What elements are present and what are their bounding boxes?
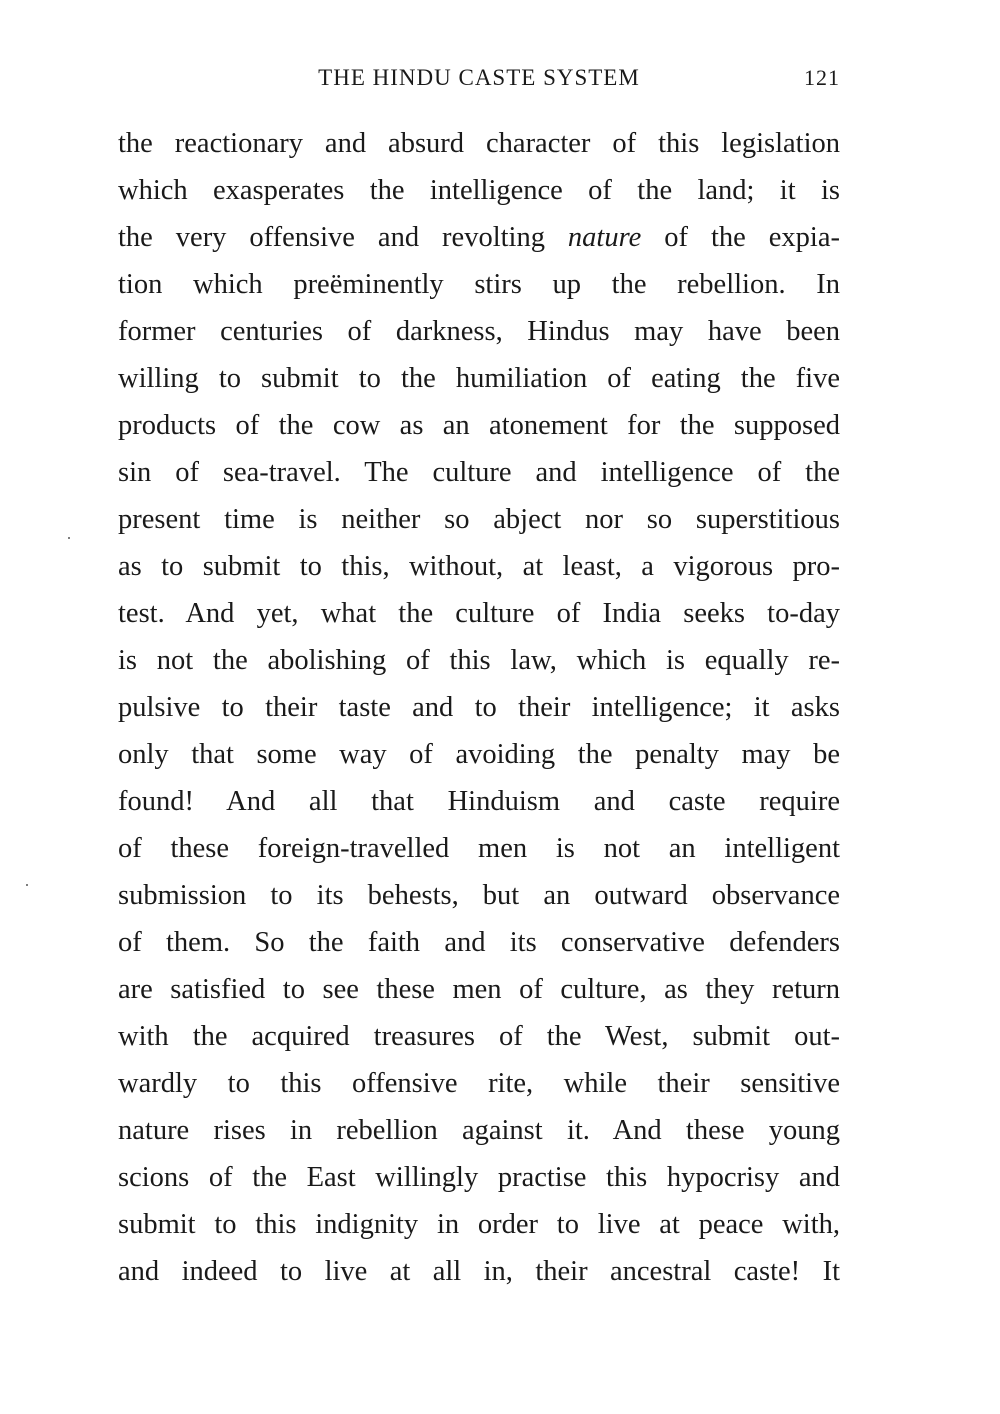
text-line: as to submit to this, without, at least, a vigorous pro- (118, 551, 840, 582)
text-line: submit to this indignity in order to live at peace with, (118, 1209, 840, 1240)
text-line: submission to its behests, but an outward observance (118, 880, 840, 911)
text-segment: of the expia- (641, 222, 840, 253)
text-line: and indeed to live at all in, their ancestral caste! It (118, 1256, 840, 1287)
page-number: 121 (804, 65, 840, 90)
text-line: with the acquired treasures of the West, submit out- (118, 1021, 840, 1052)
body-text (118, 120, 840, 1295)
text-line: pulsive to their taste and to their intelligence; it asks (118, 692, 840, 723)
text-line: nature rises in rebellion against it. And these young (118, 1115, 840, 1146)
text-segment: the very offensive and revolting (118, 222, 568, 253)
text-line: scions of the East willingly practise this hypocrisy and (118, 1162, 840, 1193)
text-line: found! And all that Hinduism and caste require (118, 786, 840, 817)
text-line: of them. So the faith and its conservative defenders (118, 927, 840, 958)
text-line: of these foreign-travelled men is not an intelligent (118, 833, 840, 864)
scan-speck (68, 537, 70, 539)
italic-word: nature (567, 222, 642, 253)
text-line: which exasperates the intelligence of the land; it is (118, 175, 840, 206)
text-line: former centuries of darkness, Hindus may have been (118, 316, 840, 347)
text-line: willing to submit to the humiliation of eating the five (118, 363, 840, 394)
text-line: only that some way of avoiding the penalty may be (118, 739, 840, 770)
text-line: the reactionary and absurd character of this legislation (118, 128, 840, 159)
text-line: products of the cow as an atonement for the supposed (118, 410, 840, 441)
text-line: present time is neither so abject nor so superstitious (118, 504, 840, 535)
text-line: is not the abolishing of this law, which is equally re- (118, 645, 840, 676)
text-line: tion which preëminently stirs up the rebellion. In (118, 269, 840, 300)
text-line: are satisfied to see these men of culture, as they return (118, 974, 840, 1005)
running-title: THE HINDU CASTE SYSTEM (318, 65, 640, 90)
text-line: sin of sea-travel. The culture and intelligence of the (118, 457, 840, 488)
text-line: wardly to this offensive rite, while their sensitive (118, 1068, 840, 1099)
running-head (118, 60, 840, 96)
scan-speck (26, 884, 28, 886)
text-line (118, 214, 840, 261)
text-line: test. And yet, what the culture of India seeks to-day (118, 598, 840, 629)
